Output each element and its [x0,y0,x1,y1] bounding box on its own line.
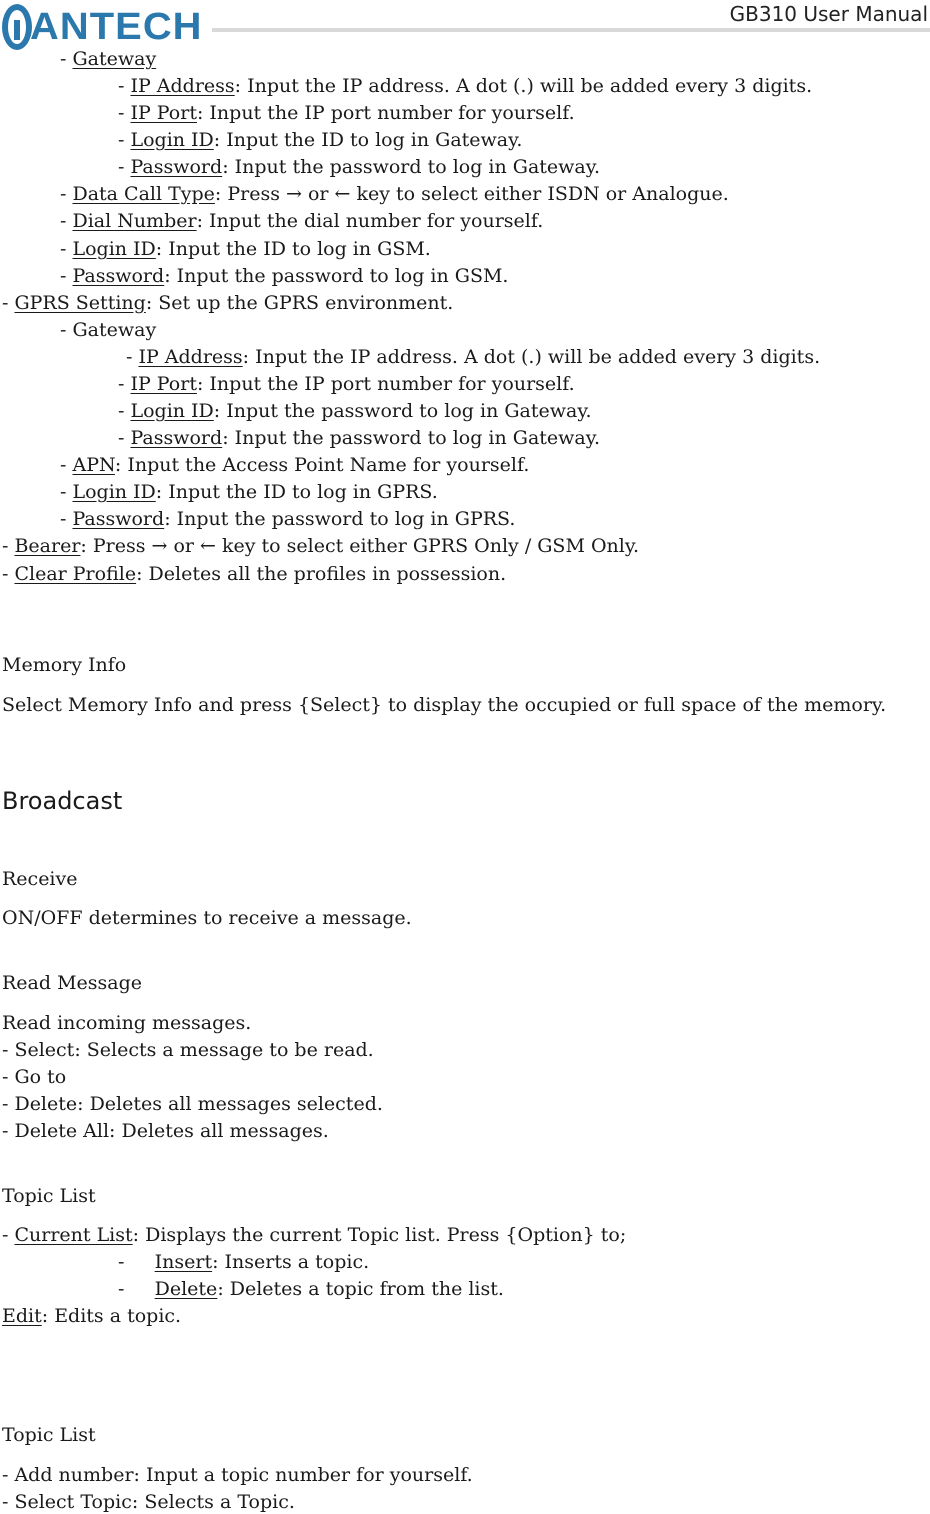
gsm-gateway-password: - Password: Input the password to log in Gateway. [118,156,600,178]
receive-heading: Receive [2,868,78,890]
add-number-item: - Add number: Input a topic number for yourself. [2,1464,473,1486]
delete-item: - Delete: Deletes a topic from the list. [118,1278,504,1300]
broadcast-heading: Broadcast [2,787,123,815]
gprs-setting: - GPRS Setting: Set up the GPRS environment. [2,292,454,314]
gsm-dial-number: - Dial Number: Input the dial number for yourself. [60,210,544,232]
read-message-line: Read incoming messages. [2,1012,252,1034]
current-list-item: - Current List: Displays the current Topic list. Press {Option} to; [2,1224,627,1246]
gprs-gateway: - Gateway [60,319,157,341]
gprs-apn: - APN: Input the Access Point Name for yourself. [60,454,530,476]
gsm-gateway-item: - Gateway [60,48,157,70]
clear-profile-item: - Clear Profile: Deletes all the profiles in possession. [2,563,507,585]
edit-item: Edit: Edits a topic. [2,1305,182,1327]
gprs-gateway-password: - Password: Input the password to log in Gateway. [118,427,600,449]
gsm-login-id: - Login ID: Input the ID to log in GSM. [60,238,431,260]
logo-text: ANTECH [30,5,203,48]
gprs-login-id: - Login ID: Input the ID to log in GPRS. [60,481,438,503]
bearer-item: - Bearer: Press → or ← key to select either GPRS Only / GSM Only. [2,535,640,557]
manual-title: GB310 User Manual [722,2,928,26]
read-message-line: - Go to [2,1066,67,1088]
insert-item: - Insert: Inserts a topic. [118,1251,370,1273]
gprs-gateway-login-id: - Login ID: Input the password to log in Gateway. [118,400,592,422]
gsm-gateway-ip-port: - IP Port: Input the IP port number for yourself. [118,102,575,124]
gsm-data-call-type: - Data Call Type: Press → or ← key to select either ISDN or Analogue. [60,183,729,205]
logo-o-mark [2,4,32,50]
topic-list-heading-2: Topic List [2,1424,96,1446]
gsm-password: - Password: Input the password to log in GSM. [60,265,509,287]
gsm-gateway-term: Gateway [72,48,157,70]
read-message-line: - Delete All: Deletes all messages. [2,1120,329,1142]
select-topic-item: - Select Topic: Selects a Topic. [2,1491,295,1513]
memory-info-text: Select Memory Info and press {Select} to display the occupied or full space of the memory. [2,694,887,716]
read-message-heading: Read Message [2,972,143,994]
gprs-password: - Password: Input the password to log in GPRS. [60,508,516,530]
read-message-line: - Delete: Deletes all messages selected. [2,1093,383,1115]
pantech-logo [2,0,203,54]
gsm-gateway-ip-address: - IP Address: Input the IP address. A dot (.) will be added every 3 digits. [118,75,813,97]
gprs-gateway-ip-port: - IP Port: Input the IP port number for yourself. [118,373,575,395]
topic-list-heading: Topic List [2,1185,96,1207]
header-rule [212,28,930,32]
gsm-gateway-login-id: - Login ID: Input the ID to log in Gateway. [118,129,523,151]
receive-text: ON/OFF determines to receive a message. [2,907,412,929]
memory-info-heading: Memory Info [2,654,127,676]
gprs-gateway-ip-address: - IP Address: Input the IP address. A dot (.) will be added every 3 digits. [126,346,821,368]
read-message-line: - Select: Selects a message to be read. [2,1039,374,1061]
